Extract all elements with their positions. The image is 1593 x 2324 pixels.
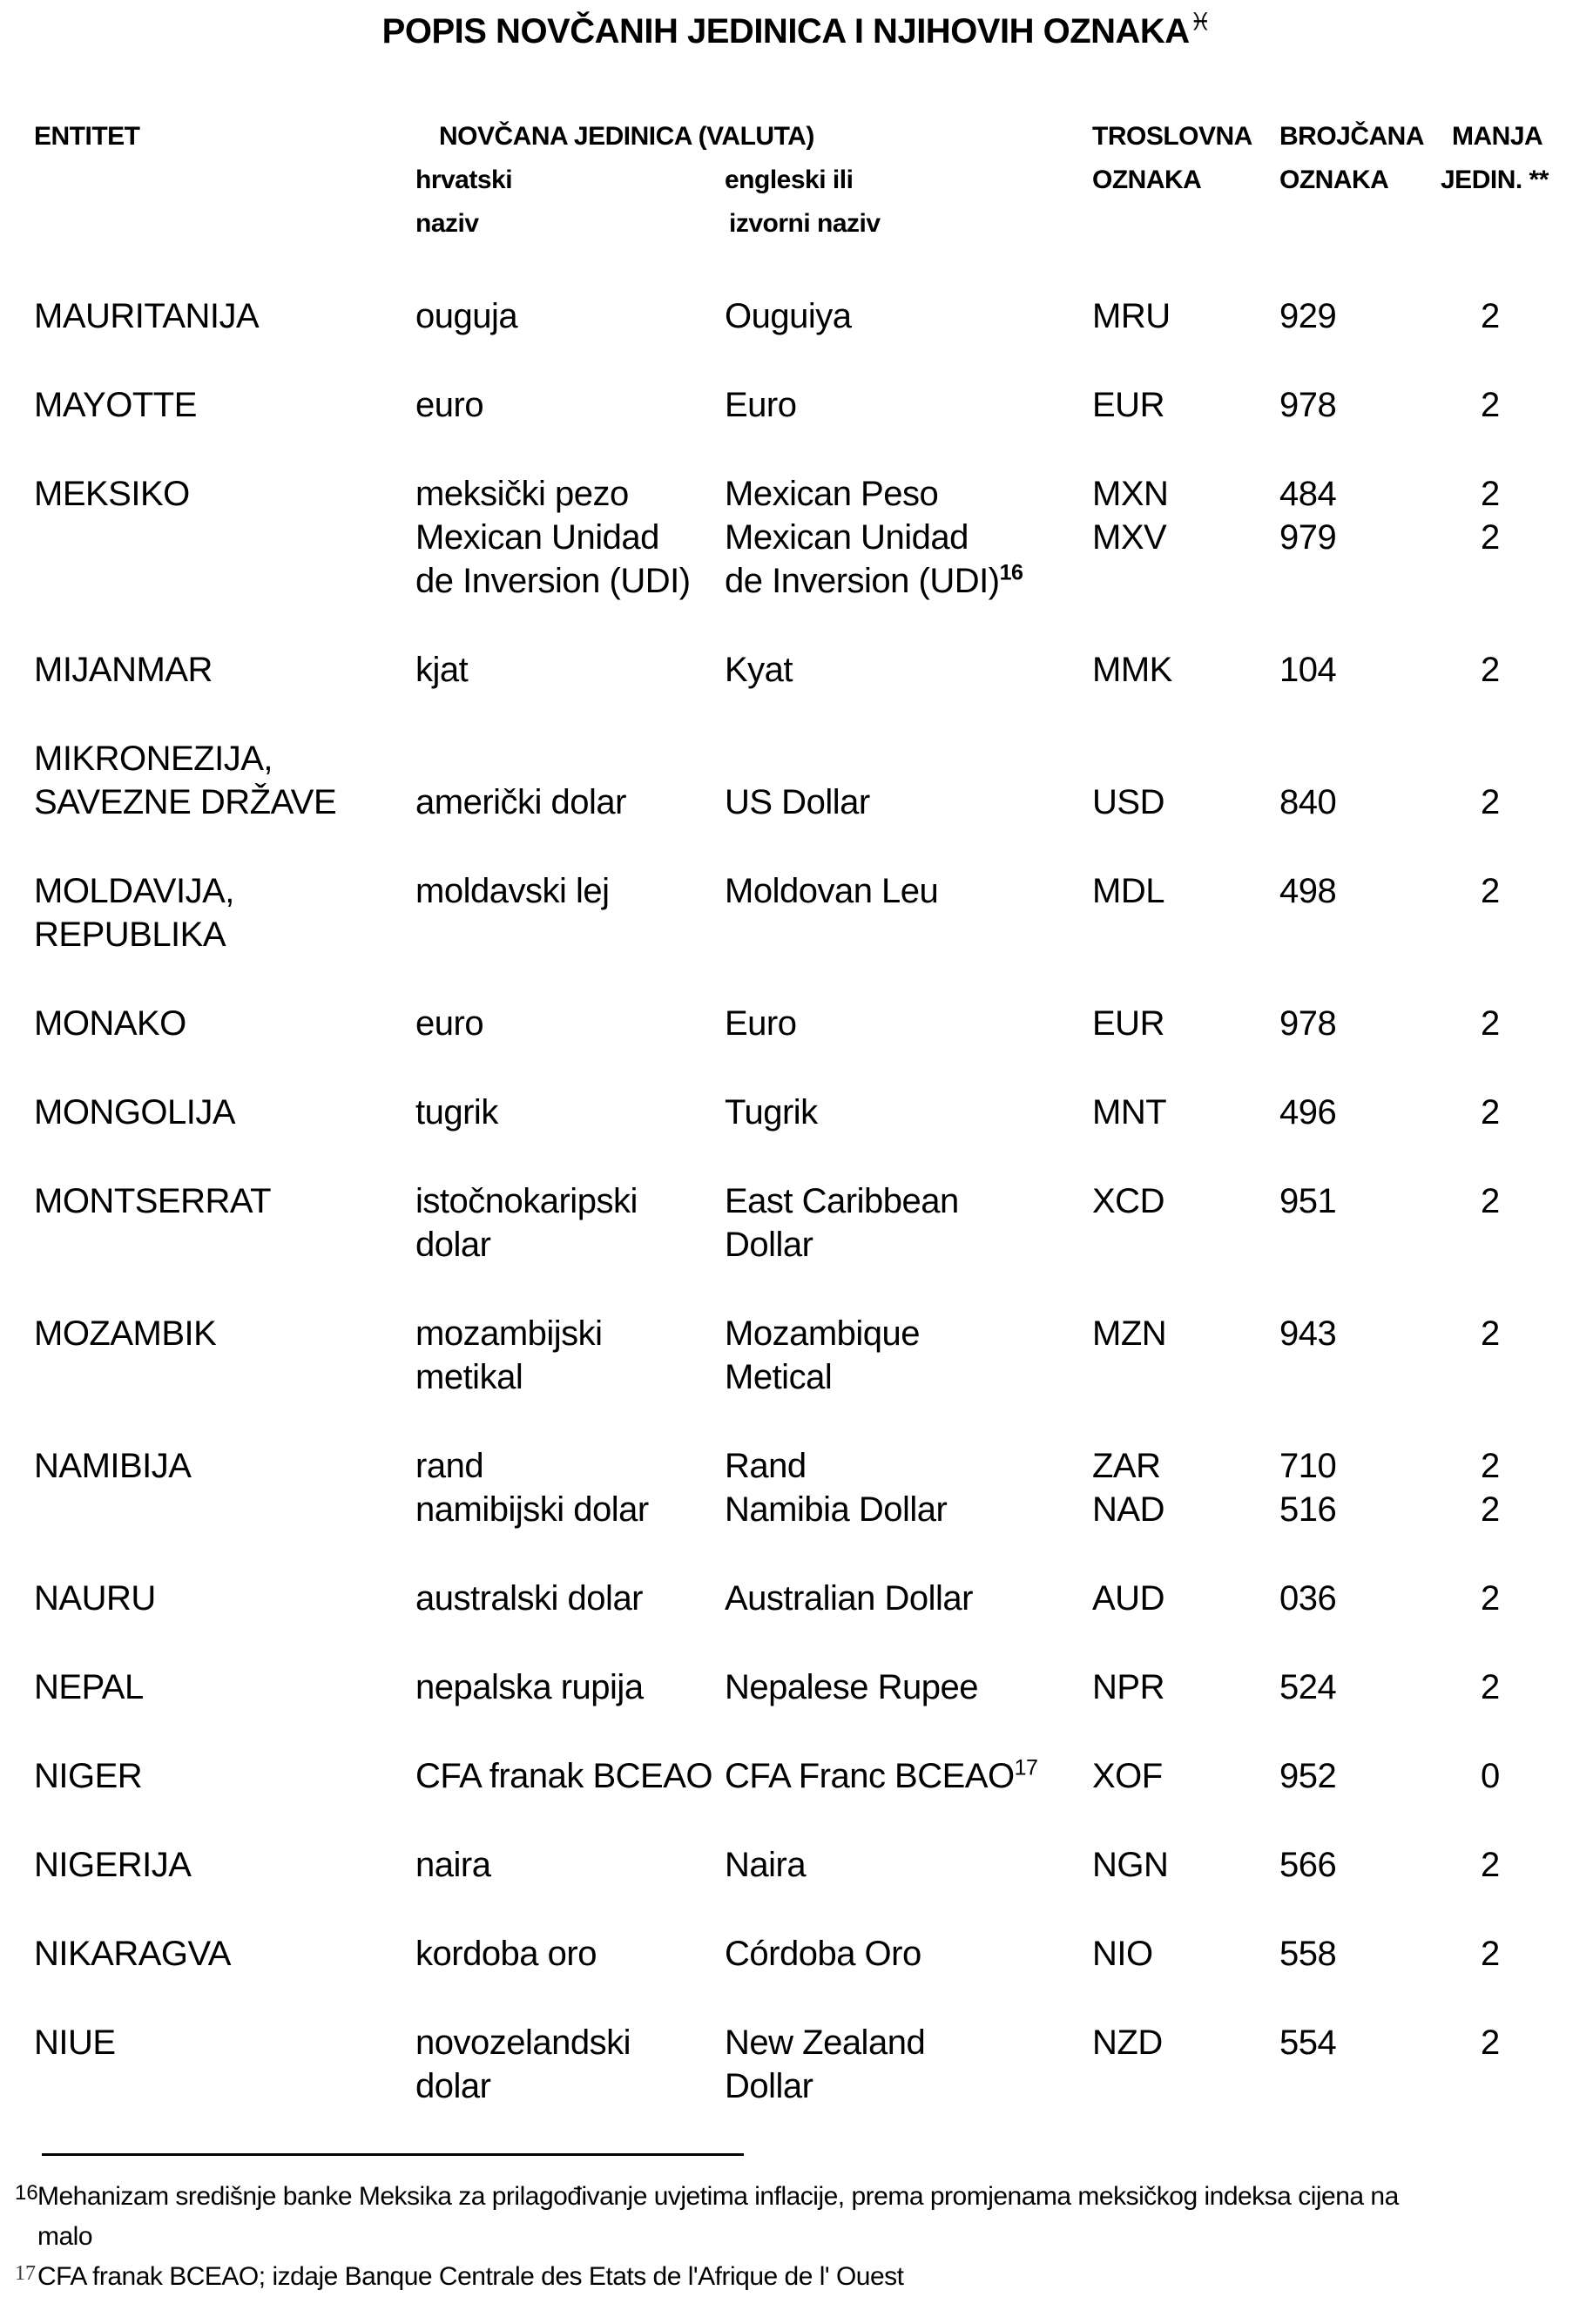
numeric-code-cell: 554 <box>1279 2023 1337 2062</box>
english-name-cell: New Zealand Dollar <box>725 2023 926 2105</box>
table-row <box>34 1312 1593 1399</box>
english-name-cell: Euro <box>725 386 797 424</box>
table-body <box>34 294 1593 2108</box>
english-name-cell: US Dollar <box>725 783 870 821</box>
header-currency-unit: NOVČANA JEDINICA (VALUTA) <box>439 122 814 151</box>
minor-unit-cell: 2 <box>1481 297 1500 335</box>
footnotes <box>15 2153 1593 2297</box>
croatian-name-cell: kjat <box>415 651 469 689</box>
table-row <box>34 1932 1593 1976</box>
title-footnote-symbol: ♓ <box>1189 7 1212 37</box>
english-name-cell: CFA Franc BCEAO$^{17}$ <box>725 1755 1038 1795</box>
minor-unit-cell: 0 <box>1481 1757 1500 1795</box>
table-row <box>34 2021 1593 2108</box>
croatian-name-cell: istočnokaripski dolar <box>415 1182 638 1264</box>
alpha-code-cell: MZN <box>1092 1314 1167 1353</box>
croatian-name-cell: američki dolar <box>415 783 626 821</box>
page-title <box>0 0 1593 51</box>
footnote-17-text: CFA franak BCEAO; izdaje Banque Centrale des Etats de l'Afrique de l' Ouest <box>37 2262 904 2291</box>
alpha-code-cell: NZD <box>1092 2023 1163 2062</box>
english-name-cell: Nepalese Rupee <box>725 1668 978 1706</box>
footnote-17-marker: 17 <box>15 2262 36 2285</box>
english-name-cell: Moldovan Leu <box>725 872 939 910</box>
english-name-cell: Tugrik <box>725 1093 818 1132</box>
footnote-16-text: Mehanizam središnje banke Meksika za prilagođivanje uvjetima inflacije, prema promjenama meksičkog indeksa cijena na <box>37 2182 1399 2211</box>
minor-unit-cell: 2 <box>1481 1668 1500 1706</box>
minor-unit-cell: 2 2 <box>1481 475 1500 557</box>
numeric-code-cell: 952 <box>1279 1757 1337 1795</box>
numeric-code-cell: 943 <box>1279 1314 1337 1353</box>
table-row <box>34 1665 1593 1709</box>
footnote-16 <box>15 2177 1593 2257</box>
english-name-cell: Mozambique Metical <box>725 1314 921 1396</box>
numeric-code-cell: 951 <box>1279 1182 1337 1220</box>
english-name-cell: Naira <box>725 1846 807 1884</box>
minor-unit-cell: 2 <box>1481 1314 1500 1353</box>
table-row <box>34 472 1593 603</box>
minor-unit-cell: 2 <box>1481 872 1500 910</box>
minor-unit-cell: 2 <box>1481 651 1500 689</box>
alpha-code-cell: AUD <box>1092 1579 1164 1618</box>
footnote-17 <box>15 2257 1593 2297</box>
table-row <box>34 1577 1593 1620</box>
alpha-code-cell: NIO <box>1092 1935 1153 1973</box>
header-minor-unit: MANJA JEDIN. ** <box>1441 122 1549 194</box>
english-name-cell: Córdoba Oro <box>725 1935 921 1973</box>
table-header <box>34 115 1593 246</box>
minor-unit-cell: 2 <box>1481 1182 1500 1220</box>
croatian-name-cell: meksički pezo Mexican Unidad de Inversion (UDI) <box>415 475 691 600</box>
table-row <box>34 1002 1593 1045</box>
alpha-code-cell: XOF <box>1092 1757 1163 1795</box>
alpha-code-cell: EUR <box>1092 1004 1164 1043</box>
header-croatian-name: hrvatski naziv <box>415 166 513 238</box>
english-name-cell: Ouguiya <box>725 297 852 335</box>
entity-cell: NIUE <box>34 2023 116 2062</box>
numeric-code-cell: 036 <box>1279 1579 1337 1618</box>
numeric-code-cell: 978 <box>1279 1004 1337 1043</box>
entity-cell: MONTSERRAT <box>34 1182 272 1220</box>
minor-unit-cell: 2 2 <box>1481 1447 1500 1529</box>
entity-cell: MIKRONEZIJA, SAVEZNE DRŽAVE <box>34 740 337 821</box>
table-row <box>34 1754 1593 1798</box>
croatian-name-cell: ouguja <box>415 297 518 335</box>
minor-unit-cell: 2 <box>1481 1579 1500 1618</box>
header-english-name: engleski ili izvorni naziv <box>725 166 881 238</box>
numeric-code-cell: 498 <box>1279 872 1337 910</box>
entity-cell: MONAKO <box>34 1004 186 1043</box>
alpha-code-cell: ZAR NAD <box>1092 1447 1164 1529</box>
footnote-divider <box>42 2153 744 2156</box>
minor-unit-cell: 2 <box>1481 1935 1500 1973</box>
croatian-name-cell: nepalska rupija <box>415 1668 644 1706</box>
numeric-code-cell: 558 <box>1279 1935 1337 1973</box>
table-row <box>34 1091 1593 1134</box>
minor-unit-cell: 2 <box>1481 2023 1500 2062</box>
alpha-code-cell: NPR <box>1092 1668 1164 1706</box>
table-row <box>34 1843 1593 1887</box>
entity-cell: NIGER <box>34 1757 143 1795</box>
alpha-code-cell: MDL <box>1092 872 1164 910</box>
alpha-code-cell: XCD <box>1092 1182 1164 1220</box>
numeric-code-cell: 104 <box>1279 651 1337 689</box>
entity-cell: MAYOTTE <box>34 386 197 424</box>
croatian-name-cell: novozelandski dolar <box>415 2023 631 2105</box>
numeric-code-cell: 840 <box>1279 783 1337 821</box>
entity-cell: NEPAL <box>34 1668 144 1706</box>
croatian-name-cell: rand namibijski dolar <box>415 1447 649 1529</box>
alpha-code-cell: MXN MXV <box>1092 475 1169 557</box>
entity-cell: MONGOLIJA <box>34 1093 236 1132</box>
minor-unit-cell: 2 <box>1481 386 1500 424</box>
footnote-16-marker: 16 <box>15 2181 38 2205</box>
entity-cell: MEKSIKO <box>34 475 190 513</box>
entity-cell: MAURITANIJA <box>34 297 260 335</box>
croatian-name-cell: kordoba oro <box>415 1935 597 1973</box>
numeric-code-cell: 978 <box>1279 386 1337 424</box>
croatian-name-cell: euro <box>415 386 484 424</box>
alpha-code-cell: NGN <box>1092 1846 1169 1884</box>
alpha-code-cell: MNT <box>1092 1093 1167 1132</box>
english-name-cell: Australian Dollar <box>725 1579 973 1618</box>
english-name-cell: Mexican Peso Mexican Unidad de Inversion (UDI)$^{16}$ <box>725 475 1023 600</box>
header-numeric-code: BROJČANA OZNAKA <box>1279 122 1425 194</box>
minor-unit-cell: 2 <box>1481 783 1500 821</box>
croatian-name-cell: mozambijski metikal <box>415 1314 603 1396</box>
croatian-name-cell: australski dolar <box>415 1579 644 1618</box>
table-row <box>34 648 1593 692</box>
header-entity: ENTITET <box>34 122 140 151</box>
english-name-cell: Kyat <box>725 651 793 689</box>
page-title-text: POPIS NOVČANIH JEDINICA I NJIHOVIH OZNAKA <box>381 12 1190 51</box>
entity-cell: MIJANMAR <box>34 651 213 689</box>
numeric-code-cell: 496 <box>1279 1093 1337 1132</box>
entity-cell: MOZAMBIK <box>34 1314 217 1353</box>
table-row <box>34 869 1593 956</box>
english-name-cell: East Caribbean Dollar <box>725 1182 959 1264</box>
alpha-code-cell: EUR <box>1092 386 1164 424</box>
footnote-16-text-cont: malo <box>37 2222 93 2251</box>
numeric-code-cell: 566 <box>1279 1846 1337 1884</box>
table-row <box>34 1444 1593 1531</box>
table-row <box>34 737 1593 824</box>
croatian-name-cell: moldavski lej <box>415 872 610 910</box>
entity-cell: NIKARAGVA <box>34 1935 231 1973</box>
croatian-name-cell: tugrik <box>415 1093 498 1132</box>
entity-cell: NAURU <box>34 1579 156 1618</box>
entity-cell: NAMIBIJA <box>34 1447 192 1485</box>
minor-unit-cell: 2 <box>1481 1093 1500 1132</box>
alpha-code-cell: MRU <box>1092 297 1171 335</box>
minor-unit-cell: 2 <box>1481 1846 1500 1884</box>
numeric-code-cell: 484 979 <box>1279 475 1337 557</box>
alpha-code-cell: USD <box>1092 783 1164 821</box>
minor-unit-cell: 2 <box>1481 1004 1500 1043</box>
numeric-code-cell: 710 516 <box>1279 1447 1337 1529</box>
croatian-name-cell: CFA franak BCEAO <box>415 1757 713 1795</box>
entity-cell: MOLDAVIJA, REPUBLIKA <box>34 872 234 954</box>
table-row <box>34 1179 1593 1267</box>
table-row <box>34 294 1593 338</box>
header-alpha-code: TROSLOVNA OZNAKA <box>1092 122 1252 194</box>
numeric-code-cell: 524 <box>1279 1668 1337 1706</box>
croatian-name-cell: naira <box>415 1846 491 1884</box>
alpha-code-cell: MMK <box>1092 651 1172 689</box>
english-name-cell: Euro <box>725 1004 797 1043</box>
table-row <box>34 383 1593 427</box>
croatian-name-cell: euro <box>415 1004 484 1043</box>
entity-cell: NIGERIJA <box>34 1846 192 1884</box>
numeric-code-cell: 929 <box>1279 297 1337 335</box>
english-name-cell: Rand Namibia Dollar <box>725 1447 948 1529</box>
